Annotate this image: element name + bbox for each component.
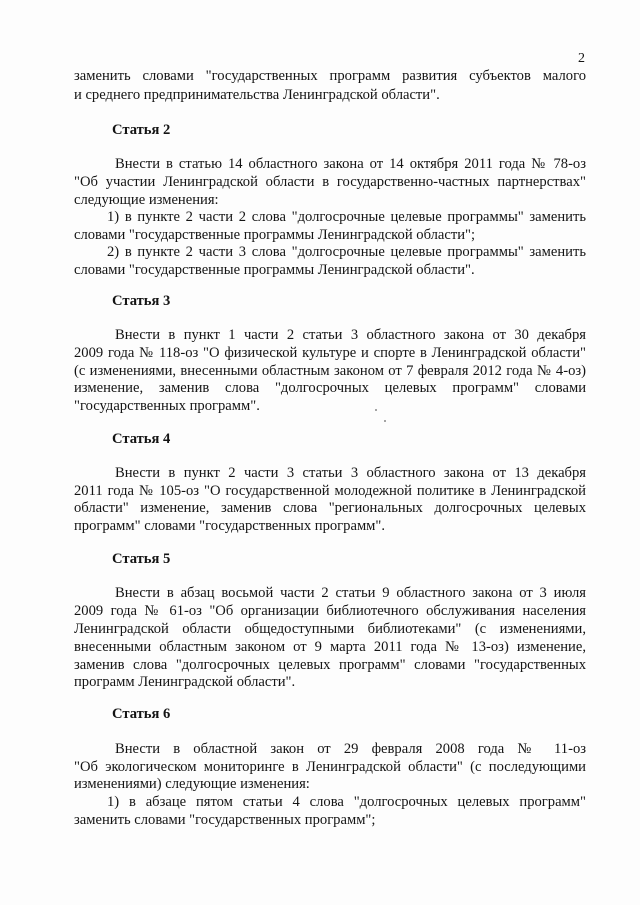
text-line: изменение, заменив слова "долгосрочных целевых программ" словами <box>74 380 586 396</box>
text-line: 2011 года № 105-оз "О государственной молодежной политике в Ленинградской <box>74 483 586 499</box>
text-line: словами "государственные программы Ленинградской области". <box>74 262 475 278</box>
article-heading: Статья 2 <box>112 122 171 138</box>
text-line: Внести в статью 14 областного закона от 14 октября 2011 года № 78-оз <box>115 156 586 172</box>
text-line: Внести в областной закон от 29 февраля 2008 года № 11-оз <box>115 741 586 757</box>
text-line: 2009 года № 61-оз "Об организации библиотечного обслуживания населения <box>74 603 586 619</box>
article-heading: Статья 4 <box>112 431 171 447</box>
article-heading: Статья 3 <box>112 293 171 309</box>
text-line: Внести в абзац восьмой части 2 статьи 9 областного закона от 3 июля <box>115 585 586 601</box>
text-line: заменить словами "государственных программ"; <box>74 812 376 828</box>
text-line: области" изменение, заменив слова "региональных долгосрочных целевых <box>74 500 586 516</box>
text-line: изменениями) следующие изменения: <box>74 776 310 792</box>
text-line: внесенными областным законом от 9 марта 2011 года № 13-оз) изменение, <box>74 639 586 655</box>
article-heading: Статья 5 <box>112 551 171 567</box>
scan-speck <box>384 420 386 422</box>
text-line: следующие изменения: <box>74 192 219 208</box>
text-line: "Об экологическом мониторинге в Ленинградской области" (с последующими <box>74 759 586 775</box>
page-number: 2 <box>578 51 585 66</box>
text-line: программ Ленинградской области". <box>74 674 296 690</box>
text-line: заменив слова "долгосрочных целевых программ" словами "государственных <box>74 657 586 673</box>
text-line: 1) в абзаце пятом статьи 4 слова "долгосрочных целевых программ" <box>107 794 586 810</box>
scan-speck <box>375 409 377 411</box>
text-line: (с изменениями, внесенными областным законом от 7 февраля 2012 года № 4-оз) <box>74 363 586 379</box>
text-line: заменить словами "государственных программ развития субъектов малого <box>74 68 586 84</box>
text-line: "государственных программ". <box>74 398 260 414</box>
text-line: 2) в пункте 2 части 3 слова "долгосрочные целевые программы" заменить <box>107 244 586 260</box>
text-line: Ленинградской области общедоступными библиотеками" (с изменениями, <box>74 621 586 637</box>
text-line: Внести в пункт 2 части 3 статьи 3 областного закона от 13 декабря <box>115 465 586 481</box>
text-line: словами "государственные программы Ленинградской области"; <box>74 227 476 243</box>
text-line: программ" словами "государственных программ". <box>74 518 386 534</box>
text-line: Внести в пункт 1 части 2 статьи 3 областного закона от 30 декабря <box>115 327 586 343</box>
text-line: 1) в пункте 2 части 2 слова "долгосрочные целевые программы" заменить <box>107 209 586 225</box>
text-line: 2009 года № 118-оз "О физической культуре и спорте в Ленинградской области" <box>74 345 586 361</box>
text-line: и среднего предпринимательства Ленинградской области". <box>74 87 440 103</box>
text-line: "Об участии Ленинградской области в государственно-частных партнерствах" <box>74 174 586 190</box>
article-heading: Статья 6 <box>112 706 171 722</box>
